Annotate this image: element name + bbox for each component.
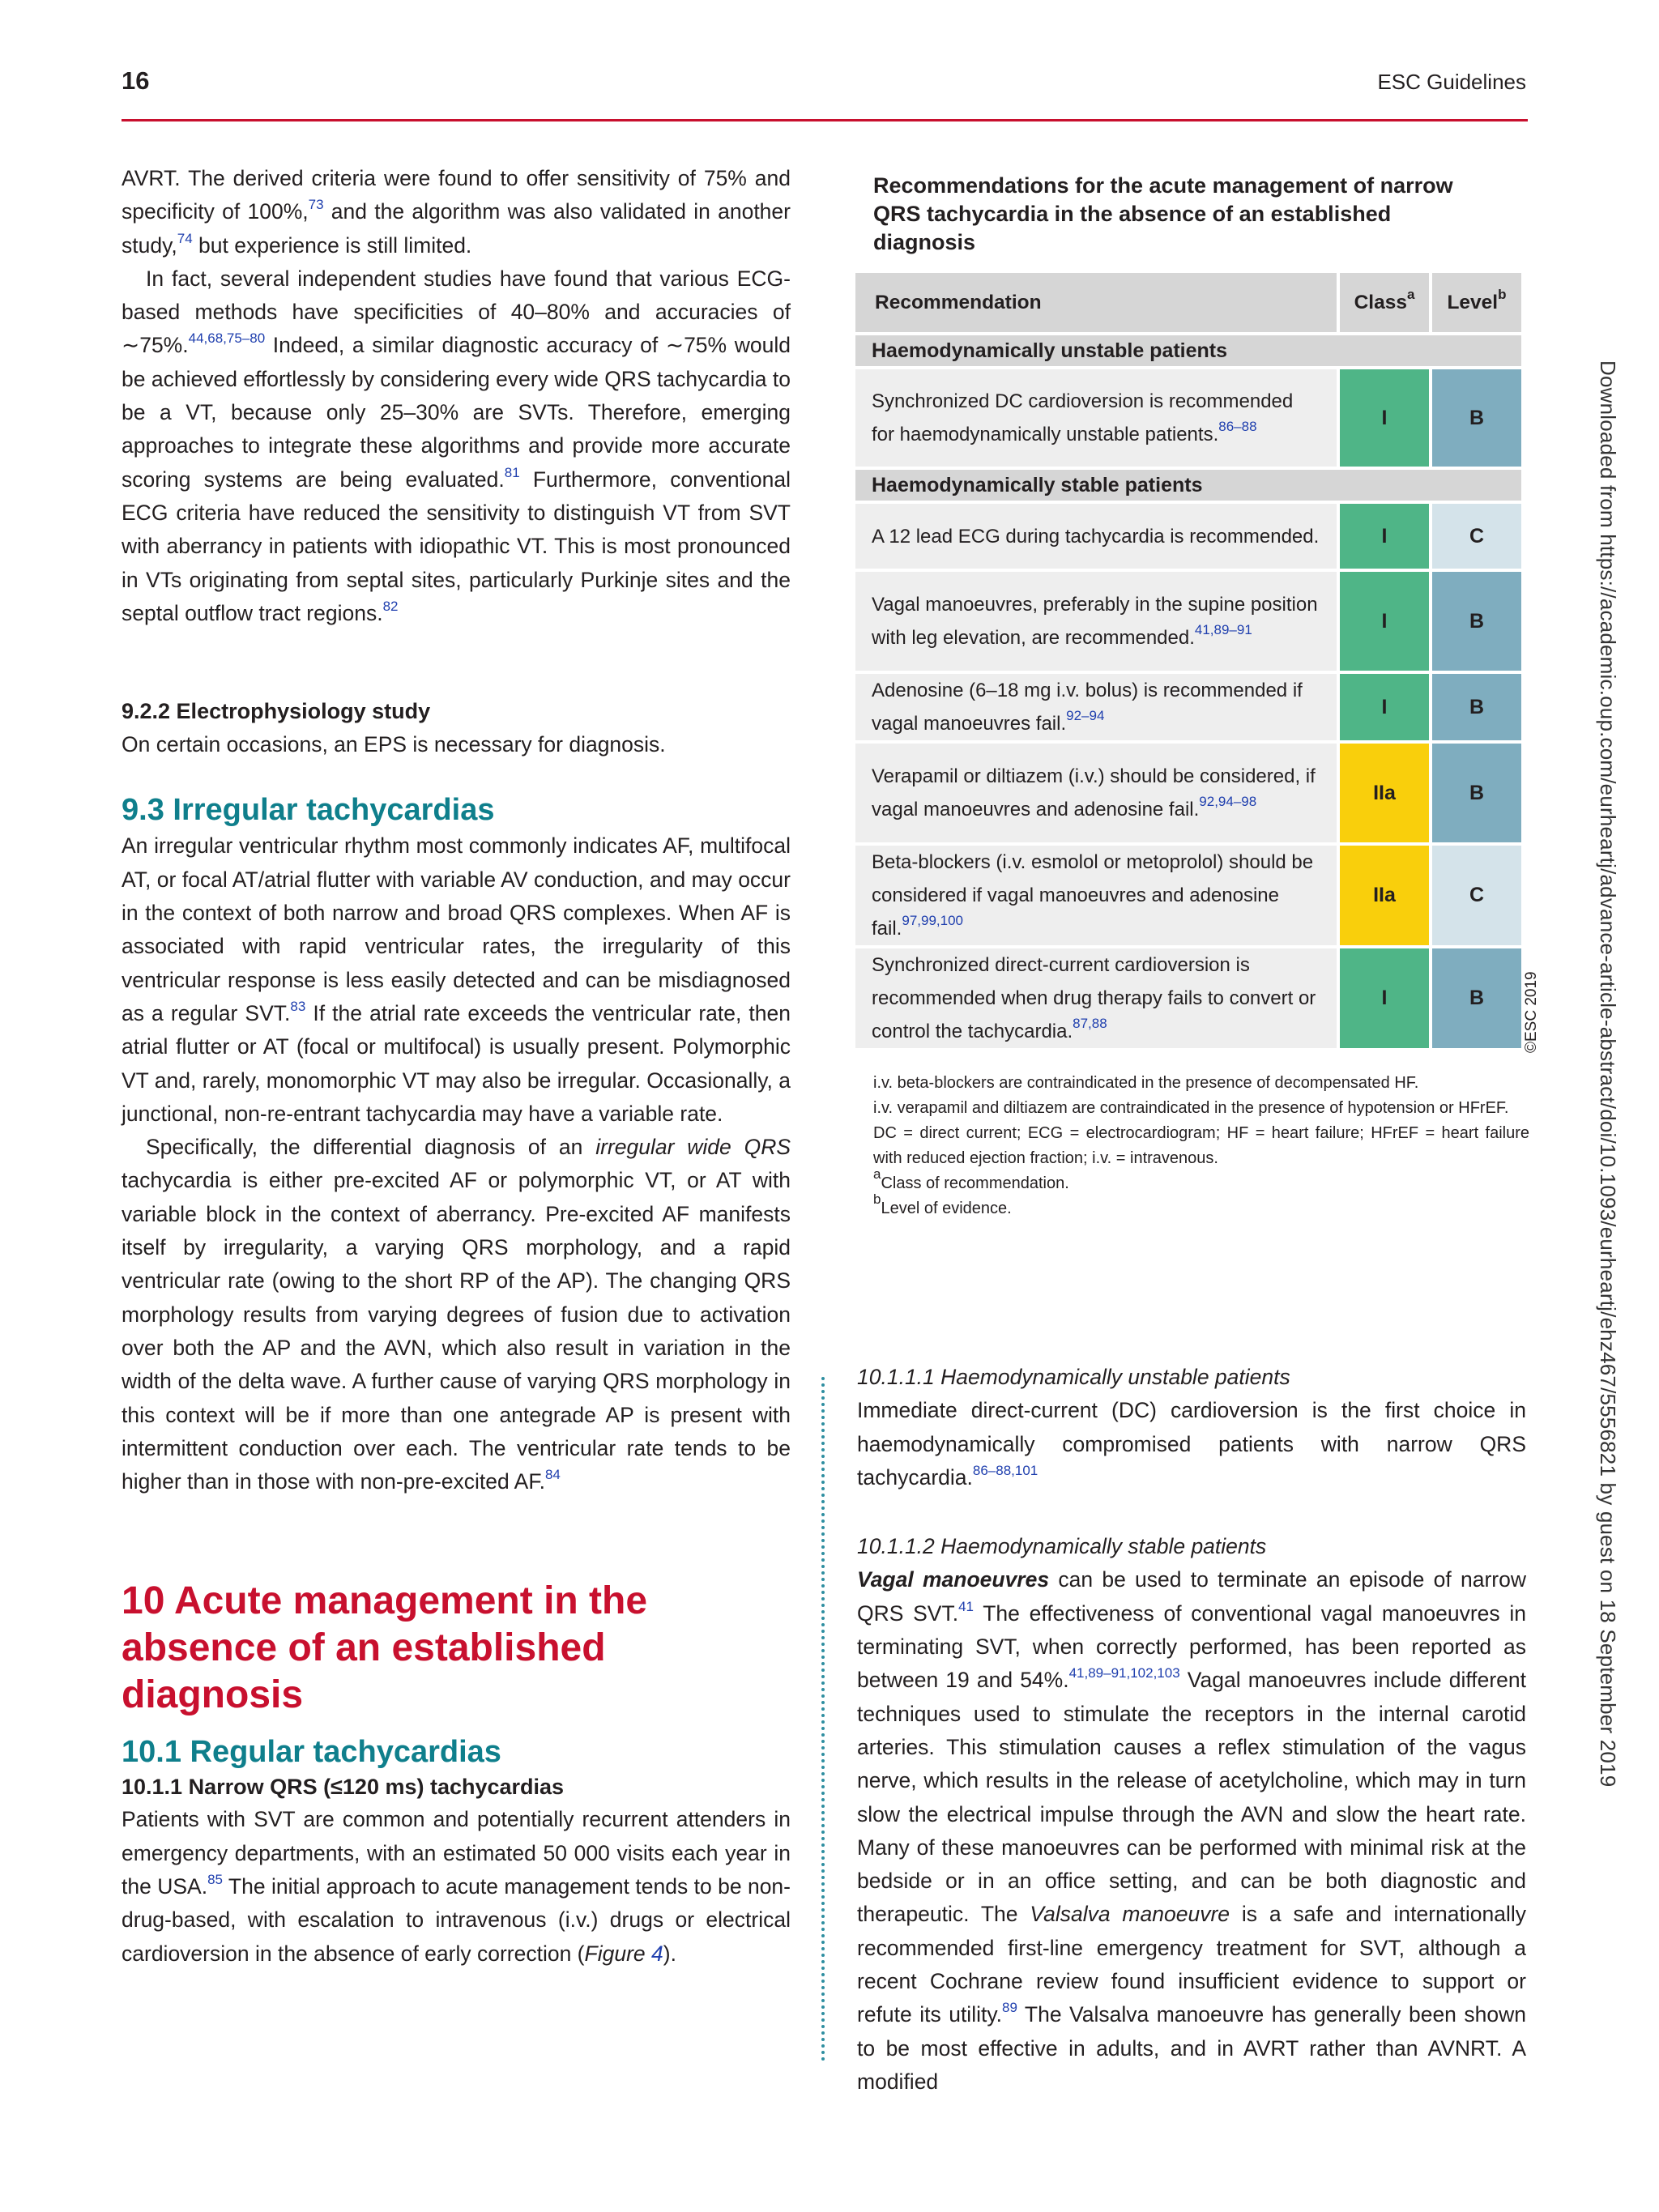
level-badge: B (1432, 674, 1521, 740)
esc-copyright-tag: ©ESC 2019 (1523, 971, 1540, 1053)
footnote: DC = direct current; ECG = electrocardiogram; HF = heart failure; HFrEF = heart failure with reduced ejection fraction; i.v. = intravenous. (873, 1124, 1529, 1167)
level-badge: B (1432, 744, 1521, 842)
footnote: i.v. beta-blockers are contraindicated in the presence of decompensated HF. (873, 1074, 1419, 1092)
table-row: A 12 lead ECG during tachycardia is recommended. I C (855, 504, 1521, 569)
citation-link[interactable]: 92–94 (1066, 708, 1105, 723)
citation-link[interactable]: 44,68,75–80 (188, 330, 266, 347)
paragraph: In fact, several independent studies have found that various ECG-based methods have specificities of 40–80% and accuracies of ∼75%.$^{44,68,75-80}$ Indeed, a similar diagnostic accuracy of ∼75% would be achieved effortlessly by considering every wide QRS tachycardia to be a VT, because only 25–30% are SVTs. Therefore, emerging approaches to integrate these algorithms and provide more accurate scoring systems are being evaluated.$^{81}$ Furthermore, conventional ECG criteria have reduced the sensitivity to distinguish VT from SVT with aberrancy in patients with idiopathic VT. This is most pronounced in VTs originating from septal sites, particularly Purkinje sites and the septal outflow tract regions.$^{82}$ (122, 266, 791, 625)
paragraph: On certain occasions, an EPS is necessary for diagnosis. (122, 732, 666, 757)
citation-link[interactable]: 41 (958, 1598, 975, 1614)
level-badge: C (1432, 846, 1521, 945)
figure-link[interactable]: 4 (651, 1941, 663, 1966)
table-header-row (855, 273, 1521, 332)
running-head: ESC Guidelines (1377, 70, 1526, 94)
section-heading-10-1-1: 10.1.1 Narrow QRS (≤120 ms) tachycardias (122, 1775, 565, 1800)
footnote: $^a$Class of recommendation. (873, 1166, 1069, 1192)
page-number: 16 (122, 66, 150, 95)
table-row: Beta-blockers (i.v. esmolol or metoprolol) should be considered if vagal manoeuvres and adenosine fail.$^{97,99,100}$ IIa C (855, 846, 1521, 945)
footnote: i.v. verapamil and diltiazem are contraindicated in the presence of hypotension or HFrEF. (873, 1099, 1509, 1117)
citation-link[interactable]: 82 (382, 598, 399, 614)
level-badge: B (1432, 948, 1521, 1048)
section-heading-10-1: 10.1 Regular tachycardias (122, 1735, 501, 1770)
class-badge: I (1340, 572, 1429, 671)
col-recommendation: Recommendation (855, 273, 1337, 332)
group-row-stable: Haemodynamically stable patients (855, 470, 1521, 501)
table-row: Synchronized direct-current cardioversion is recommended when drug therapy fails to convert or control the tachycardia.$^{87,88}$ I B (855, 948, 1521, 1048)
citation-link[interactable]: 41,89–91,102,103 (1068, 1665, 1180, 1681)
class-badge: I (1340, 504, 1429, 569)
paragraph: Immediate direct-current (DC) cardioversion is the first choice in haemodynamically compromised patients with narrow QRS tachycardia.$^{86-88,101}$ (857, 1398, 1526, 1490)
citation-link[interactable]: 89 (1001, 2000, 1017, 2016)
paragraph: An irregular ventricular rhythm most commonly indicates AF, multifocal AT, or focal AT/atrial flutter with variable AV conduction, and may occur in the context of both narrow and broad QRS complexes. When AF is associated with rapid ventricular rates, the irregularity of this ventricular response is less easily detected and can be misdiagnosed as a regular SVT.$^{83}$ If the atrial rate exceeds the ventricular rate, then atrial flutter or AT (focal or multifocal) is usually present. Polymorphic VT and, rarely, monomorphic VT may also be irregular. Occasionally, a junctional, non-re-entrant tachycardia may have a variable rate. (122, 833, 791, 1126)
citation-link[interactable]: 41,89–91 (1194, 622, 1252, 637)
right-column (857, 1361, 1526, 2099)
citation-link[interactable]: 85 (207, 1871, 223, 1887)
paragraph: AVRT. The derived criteria were found to offer sensitivity of 75% and specificity of 100%,$^{73}$ and the algorithm was also validated in another study,$^{74}$ but experience is still limited. (122, 166, 791, 258)
section-heading-9-3: 9.3 Irregular tachycardias (122, 793, 495, 828)
class-badge: I (1340, 369, 1429, 467)
paragraph: Vagal manoeuvres can be used to terminate an episode of narrow QRS SVT.$^{41}$ The effectiveness of conventional vagal manoeuvres in terminating SVT, when correctly performed, has been reported as between 19 and 54%.$^{41,89-91,102,103}$ Vagal manoeuvres include different techniques used to stimulate the receptors in the internal carotid arteries. This stimulation causes a reflex stimulation of the vagus nerve, which results in the release of acetylcholine, which may in turn slow the electrical impulse through the AVN and slow the heart rate. Many of these manoeuvres can be performed with minimal risk at the bedside or in an office setting, and can be both diagnostic and therapeutic. The Valsalva manoeuvre is a safe and internationally recommended first-line emergency treatment for SVT, although a recent Cochrane review found insufficient evidence to support or refute its utility.$^{89}$ The Valsalva manoeuvre has generally been shown to be most effective in adults, and in AVRT rather than AVNRT. A modified (857, 1567, 1527, 2094)
class-badge: IIa (1340, 744, 1429, 842)
header-rule (122, 119, 1528, 121)
citation-link[interactable]: 81 (504, 464, 520, 480)
download-watermark: Downloaded from https://academic.oup.com/eurheartj/advance-article-abstract/doi/10.1093/eurheartj/ehz467/5556821 by guest on 18 September 2019 (1596, 360, 1620, 1788)
citation-link[interactable]: 97,99,100 (902, 913, 963, 928)
section-heading-9-2-2: 9.2.2 Electrophysiology study (122, 699, 431, 724)
column-divider (821, 1377, 825, 2061)
citation-link[interactable]: 86–88 (1218, 419, 1257, 434)
col-class: Class$^a$ (1340, 273, 1429, 332)
citation-link[interactable]: 86–88,101 (972, 1462, 1038, 1478)
level-badge: B (1432, 572, 1521, 671)
footnote: $^b$Level of evidence. (873, 1191, 1012, 1217)
table-row: Synchronized DC cardioversion is recommended for haemodynamically unstable patients.$^{86-88}$ I B (855, 369, 1521, 467)
citation-link[interactable]: 73 (308, 197, 324, 213)
citation-link[interactable]: 84 (544, 1467, 561, 1483)
level-badge: C (1432, 504, 1521, 569)
level-badge: B (1432, 369, 1521, 467)
citation-link[interactable]: 92,94–98 (1199, 794, 1257, 809)
class-badge: I (1340, 948, 1429, 1048)
section-heading-10-1-1-2: 10.1.1.2 Haemodynamically stable patients (857, 1534, 1267, 1559)
chapter-heading-10: 10 Acute management in the absence of an established diagnosis (122, 1579, 648, 1717)
citation-link[interactable]: 74 (177, 230, 193, 246)
class-badge: I (1340, 674, 1429, 740)
col-level: Level$^b$ (1432, 273, 1521, 332)
table-footnotes (873, 1071, 1529, 1221)
section-heading-10-1-1-1: 10.1.1.1 Haemodynamically unstable patients (857, 1365, 1290, 1389)
citation-link[interactable]: 83 (290, 998, 306, 1014)
paragraph: Patients with SVT are common and potentially recurrent attenders in emergency departments, with an estimated 50 000 visits each year in the USA.$^{85}$ The initial approach to acute management tends to be non-drug-based, with escalation to intravenous (i.v.) drugs or electrical cardioversion in the absence of early correction (Figure 4). (122, 1807, 791, 1966)
recommendations-title: Recommendations for the acute management of narrow QRS tachycardia in the absence of an established diagnosis (873, 173, 1453, 254)
left-column (122, 162, 791, 1971)
table-row: Verapamil or diltiazem (i.v.) should be considered, if vagal manoeuvres and adenosine fail.$^{92,94-98}$ IIa B (855, 744, 1521, 842)
table-row: Adenosine (6–18 mg i.v. bolus) is recommended if vagal manoeuvres fail.$^{92-94}$ I B (855, 674, 1521, 740)
class-badge: IIa (1340, 846, 1429, 945)
group-row-unstable: Haemodynamically unstable patients (855, 335, 1521, 366)
table-row: Vagal manoeuvres, preferably in the supine position with leg elevation, are recommended.$^{41,89-91}$ I B (855, 572, 1521, 671)
recommendations-table (852, 270, 1525, 1051)
recommendations-box (855, 162, 1529, 1221)
citation-link[interactable]: 87,88 (1073, 1016, 1107, 1031)
paragraph: Specifically, the differential diagnosis of an irregular wide QRS tachycardia is either pre-excited AF or polymorphic VT, or AT with variable block in the context of aberrancy. Pre-excited AF manifests itself by irregularity, a varying QRS morphology, and a rapid ventricular rate (owing to the short RP of the AP). The changing QRS morphology results from varying degrees of fusion due to activation over both the AP and the AVN, which also result in variation in the width of the delta wave. A further cause of varying QRS morphology in this context will be if more than one antegrade AP is present with intermittent conduction over each. The ventricular rate tends to be higher than in those with non-pre-excited AF.$^{84}$ (122, 1135, 791, 1494)
